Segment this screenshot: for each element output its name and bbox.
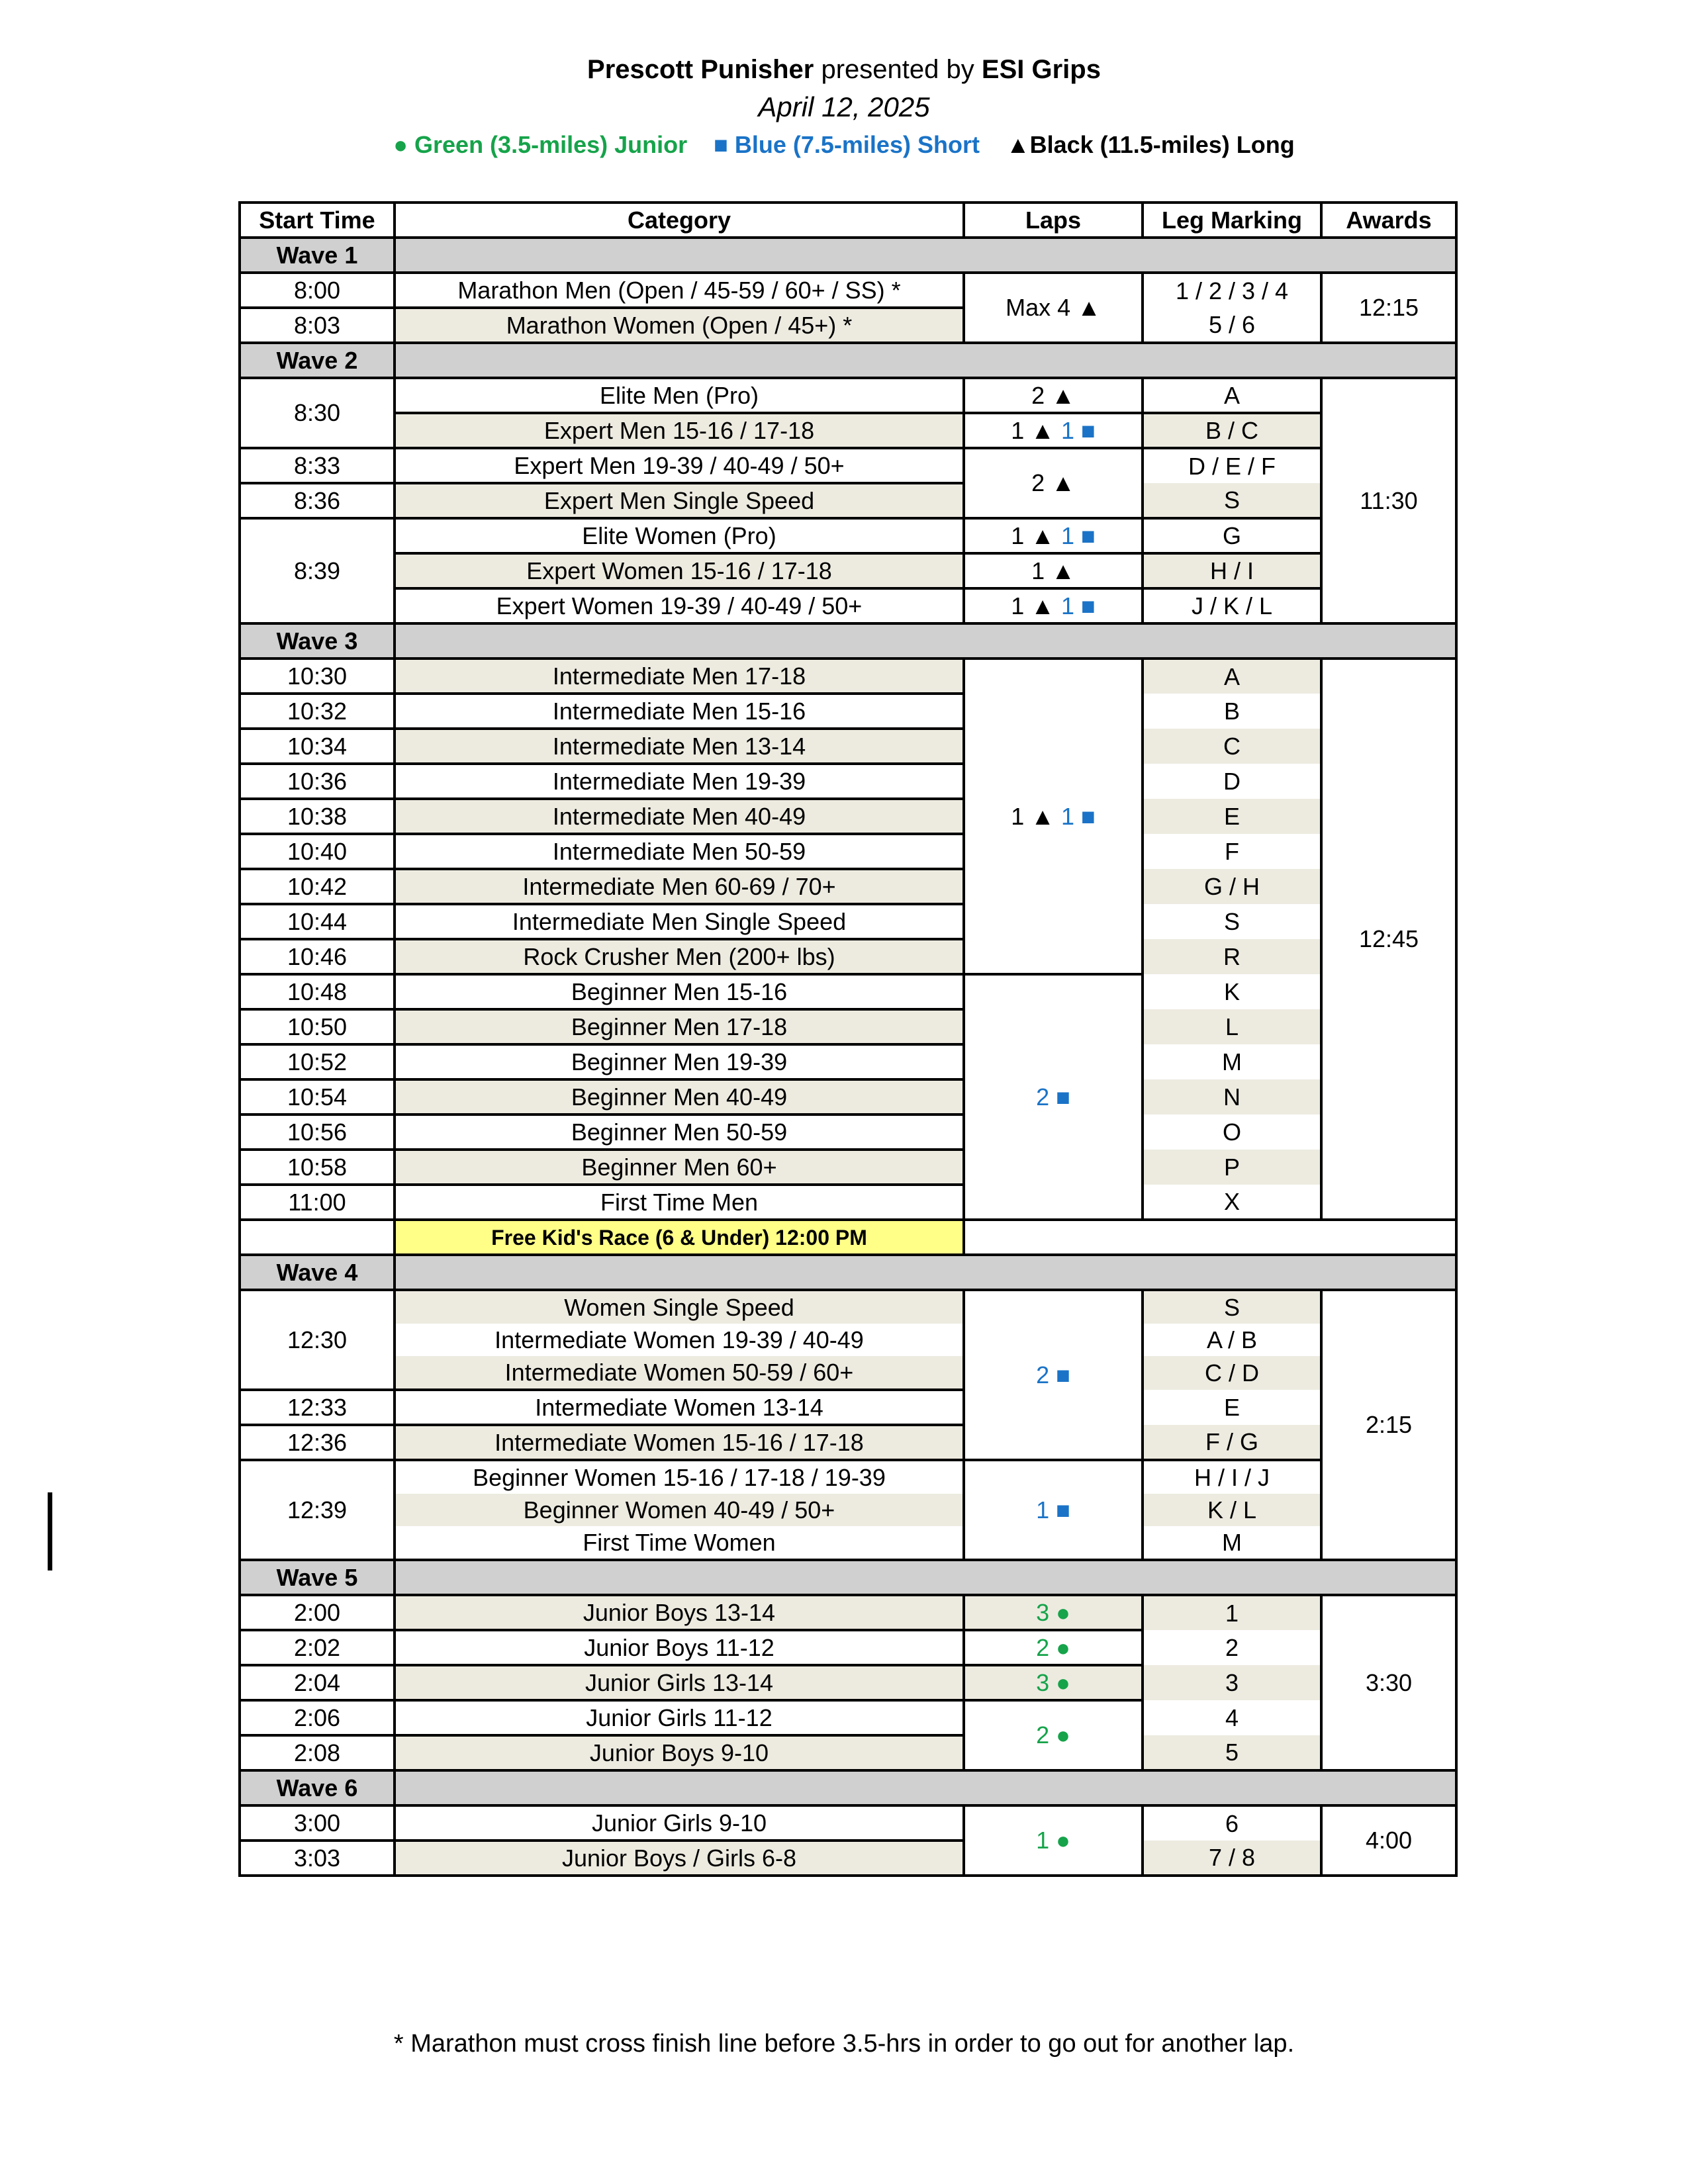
category: Intermediate Men 17-18 (395, 659, 964, 694)
category: Marathon Men (Open / 45-59 / 60+ / SS) * (395, 273, 964, 308)
margin-bar (48, 1492, 52, 1570)
category: Intermediate Women 13-14 (395, 1390, 964, 1425)
header-awards: Awards (1321, 203, 1456, 238)
wave-label: Wave 6 (240, 1770, 395, 1805)
category: Beginner Women 40-49 / 50+ (395, 1494, 964, 1526)
start-time: 12:33 (240, 1390, 395, 1425)
leg-marking: L (1143, 1009, 1321, 1044)
start-time: 2:06 (240, 1700, 395, 1735)
wave-row (240, 1560, 1456, 1595)
leg-marking: G (1143, 518, 1321, 553)
table-row (240, 483, 1456, 518)
kids-spacer (964, 1220, 1456, 1255)
start-time: 10:38 (240, 799, 395, 834)
sponsor-name: ESI Grips (981, 55, 1101, 84)
wave-label: Wave 2 (240, 343, 395, 378)
leg-marking: P (1143, 1150, 1321, 1185)
leg-marking: J / K / L (1143, 588, 1321, 623)
laps: 1 ▲ 1 ■ (964, 659, 1143, 974)
table-row (240, 1425, 1456, 1460)
start-time: 3:03 (240, 1841, 395, 1876)
table-row (240, 1356, 1456, 1390)
start-time: 12:39 (240, 1460, 395, 1560)
kids-race-row (240, 1220, 1456, 1255)
leg-marking: S (1143, 483, 1321, 518)
table-row (240, 553, 1456, 588)
leg-marking: X (1143, 1185, 1321, 1220)
category: Expert Men 19-39 / 40-49 / 50+ (395, 448, 964, 483)
start-time: 2:08 (240, 1735, 395, 1770)
wave-row (240, 238, 1456, 273)
laps: 2 ● (964, 1700, 1143, 1770)
start-time: 10:40 (240, 834, 395, 869)
table-header-row (240, 203, 1456, 238)
start-time: 2:00 (240, 1595, 395, 1630)
wave-filler (395, 343, 1456, 378)
leg-marking: C (1143, 729, 1321, 764)
category: Junior Girls 11-12 (395, 1700, 964, 1735)
awards-time: 12:45 (1321, 659, 1456, 1220)
wave-filler (395, 1560, 1456, 1595)
category: Intermediate Men 40-49 (395, 799, 964, 834)
leg-marking: 2 (1143, 1630, 1321, 1665)
category: Beginner Men 50-59 (395, 1115, 964, 1150)
leg-marking: S (1143, 1290, 1321, 1324)
header-laps: Laps (964, 203, 1143, 238)
event-name: Prescott Punisher (587, 55, 814, 84)
start-time: 8:00 (240, 273, 395, 308)
start-time: 10:42 (240, 869, 395, 904)
leg-marking: E (1143, 1390, 1321, 1425)
table-row (240, 1290, 1456, 1324)
laps: 2 ▲ (964, 378, 1143, 413)
table-row (240, 1805, 1456, 1841)
start-time: 10:30 (240, 659, 395, 694)
category: Beginner Men 40-49 (395, 1079, 964, 1115)
table-row (240, 1150, 1456, 1185)
leg-marking: K (1143, 974, 1321, 1009)
leg-marking: 3 (1143, 1665, 1321, 1700)
start-time: 8:30 (240, 378, 395, 448)
laps: 1 ▲ (964, 553, 1143, 588)
category: Intermediate Women 15-16 / 17-18 (395, 1425, 964, 1460)
table-row (240, 1841, 1456, 1876)
start-time: 10:34 (240, 729, 395, 764)
laps: 1 ▲ 1 ■ (964, 588, 1143, 623)
course-legend (0, 129, 1688, 161)
category: Expert Men Single Speed (395, 483, 964, 518)
leg-marking: B (1143, 694, 1321, 729)
leg-marking: 5 / 6 (1143, 308, 1321, 343)
laps: 2 ■ (964, 974, 1143, 1220)
leg-marking: R (1143, 939, 1321, 974)
awards-time: 11:30 (1321, 378, 1456, 623)
leg-marking: D / E / F (1143, 448, 1321, 483)
start-time: 8:36 (240, 483, 395, 518)
table-row (240, 448, 1456, 483)
leg-marking: 1 (1143, 1595, 1321, 1630)
start-time: 10:58 (240, 1150, 395, 1185)
leg-marking: A (1143, 378, 1321, 413)
category: Intermediate Men 60-69 / 70+ (395, 869, 964, 904)
table-row (240, 1185, 1456, 1220)
category: Expert Women 19-39 / 40-49 / 50+ (395, 588, 964, 623)
table-row (240, 1595, 1456, 1630)
table-row (240, 588, 1456, 623)
category: Beginner Men 60+ (395, 1150, 964, 1185)
header-leg-marking: Leg Marking (1143, 203, 1321, 238)
header-start-time: Start Time (240, 203, 395, 238)
laps: 2 ▲ (964, 448, 1143, 518)
table-row (240, 869, 1456, 904)
wave-row (240, 1770, 1456, 1805)
start-time: 2:04 (240, 1665, 395, 1700)
category: Marathon Women (Open / 45+) * (395, 308, 964, 343)
table-row (240, 694, 1456, 729)
leg-marking: 6 (1143, 1805, 1321, 1841)
table-row (240, 518, 1456, 553)
leg-marking: E (1143, 799, 1321, 834)
table-row (240, 1115, 1456, 1150)
category: Elite Women (Pro) (395, 518, 964, 553)
category: Elite Men (Pro) (395, 378, 964, 413)
footnote: * Marathon must cross finish line before 3.5-hrs in order to go out for another lap. (393, 2030, 1295, 2058)
table-row (240, 1526, 1456, 1560)
table-row (240, 974, 1456, 1009)
table-row (240, 799, 1456, 834)
laps: 1 ▲ 1 ■ (964, 413, 1143, 448)
event-date: April 12, 2025 (758, 91, 930, 122)
laps: 2 ● (964, 1630, 1143, 1665)
awards-time: 4:00 (1321, 1805, 1456, 1876)
awards-time: 12:15 (1321, 273, 1456, 343)
start-time: 10:50 (240, 1009, 395, 1044)
category: Junior Boys 13-14 (395, 1595, 964, 1630)
start-time: 10:48 (240, 974, 395, 1009)
start-time: 10:46 (240, 939, 395, 974)
category: Junior Boys / Girls 6-8 (395, 1841, 964, 1876)
table-row (240, 1044, 1456, 1079)
leg-marking: A (1143, 659, 1321, 694)
awards-time: 2:15 (1321, 1290, 1456, 1560)
start-time: 12:36 (240, 1425, 395, 1460)
kids-spacer (240, 1220, 395, 1255)
leg-marking: O (1143, 1115, 1321, 1150)
table-row (240, 764, 1456, 799)
table-row (240, 834, 1456, 869)
laps: 1 ▲ 1 ■ (964, 518, 1143, 553)
leg-marking: A / B (1143, 1324, 1321, 1356)
leg-marking: D (1143, 764, 1321, 799)
wave-label: Wave 5 (240, 1560, 395, 1595)
start-time: 8:03 (240, 308, 395, 343)
category: Women Single Speed (395, 1290, 964, 1324)
category: Intermediate Men 50-59 (395, 834, 964, 869)
table-row (240, 378, 1456, 413)
wave-label: Wave 4 (240, 1255, 395, 1290)
wave-row (240, 343, 1456, 378)
wave-filler (395, 1255, 1456, 1290)
table-row (240, 308, 1456, 343)
leg-marking: 1 / 2 / 3 / 4 (1143, 273, 1321, 308)
laps: 2 ■ (964, 1290, 1143, 1460)
start-time: 12:30 (240, 1290, 395, 1390)
category: Beginner Men 17-18 (395, 1009, 964, 1044)
table-row (240, 413, 1456, 448)
wave-filler (395, 238, 1456, 273)
leg-marking: C / D (1143, 1356, 1321, 1390)
start-time: 10:56 (240, 1115, 395, 1150)
leg-marking: H / I / J (1143, 1460, 1321, 1494)
leg-marking: F (1143, 834, 1321, 869)
kids-race-label: Free Kid's Race (6 & Under) 12:00 PM (395, 1220, 964, 1255)
table-row (240, 1630, 1456, 1665)
category: First Time Men (395, 1185, 964, 1220)
page-title (0, 53, 1688, 86)
wave-row (240, 623, 1456, 659)
leg-marking: G / H (1143, 869, 1321, 904)
header-category: Category (395, 203, 964, 238)
table-row (240, 1735, 1456, 1770)
leg-marking: N (1143, 1079, 1321, 1115)
table-row (240, 1009, 1456, 1044)
wave-label: Wave 3 (240, 623, 395, 659)
laps: 1 ● (964, 1805, 1143, 1876)
race-schedule-table (238, 201, 1458, 1877)
leg-marking: M (1143, 1044, 1321, 1079)
table-row (240, 1494, 1456, 1526)
table-row (240, 273, 1456, 308)
leg-marking: S (1143, 904, 1321, 939)
category: Intermediate Men 15-16 (395, 694, 964, 729)
leg-marking: H / I (1143, 553, 1321, 588)
category: Beginner Women 15-16 / 17-18 / 19-39 (395, 1460, 964, 1494)
table-row (240, 1460, 1456, 1494)
wave-row (240, 1255, 1456, 1290)
leg-marking: K / L (1143, 1494, 1321, 1526)
category: Intermediate Men Single Speed (395, 904, 964, 939)
category: Intermediate Men 19-39 (395, 764, 964, 799)
start-time: 10:36 (240, 764, 395, 799)
leg-marking: 5 (1143, 1735, 1321, 1770)
awards-time: 3:30 (1321, 1595, 1456, 1770)
category: Intermediate Women 50-59 / 60+ (395, 1356, 964, 1390)
category: First Time Women (395, 1526, 964, 1560)
category: Expert Women 15-16 / 17-18 (395, 553, 964, 588)
leg-marking: B / C (1143, 413, 1321, 448)
start-time: 10:32 (240, 694, 395, 729)
category: Junior Boys 11-12 (395, 1630, 964, 1665)
table-row (240, 939, 1456, 974)
start-time: 11:00 (240, 1185, 395, 1220)
category: Intermediate Men 13-14 (395, 729, 964, 764)
category: Expert Men 15-16 / 17-18 (395, 413, 964, 448)
legend-blue: ■ Blue (7.5-miles) Short (714, 131, 980, 158)
start-time: 10:54 (240, 1079, 395, 1115)
category: Rock Crusher Men (200+ lbs) (395, 939, 964, 974)
table-row (240, 1079, 1456, 1115)
legend-black: ▲Black (11.5-miles) Long (1006, 131, 1295, 158)
category: Junior Boys 9-10 (395, 1735, 964, 1770)
start-time: 10:44 (240, 904, 395, 939)
wave-filler (395, 1770, 1456, 1805)
table-row (240, 904, 1456, 939)
table-row (240, 1665, 1456, 1700)
category: Junior Girls 9-10 (395, 1805, 964, 1841)
table-row (240, 1700, 1456, 1735)
table-row (240, 1324, 1456, 1356)
start-time: 2:02 (240, 1630, 395, 1665)
laps: Max 4 ▲ (964, 273, 1143, 343)
legend-green: ● Green (3.5-miles) Junior (393, 131, 688, 158)
category: Junior Girls 13-14 (395, 1665, 964, 1700)
presented-by: presented by (821, 55, 974, 84)
start-time: 8:33 (240, 448, 395, 483)
wave-filler (395, 623, 1456, 659)
category: Intermediate Women 19-39 / 40-49 (395, 1324, 964, 1356)
leg-marking: 7 / 8 (1143, 1841, 1321, 1876)
category: Beginner Men 15-16 (395, 974, 964, 1009)
table-row (240, 729, 1456, 764)
start-time: 3:00 (240, 1805, 395, 1841)
leg-marking: F / G (1143, 1425, 1321, 1460)
table-row (240, 659, 1456, 694)
laps: 3 ● (964, 1595, 1143, 1630)
laps: 1 ■ (964, 1460, 1143, 1560)
wave-label: Wave 1 (240, 238, 395, 273)
start-time: 8:39 (240, 518, 395, 623)
start-time: 10:52 (240, 1044, 395, 1079)
leg-marking: 4 (1143, 1700, 1321, 1735)
leg-marking: M (1143, 1526, 1321, 1560)
category: Beginner Men 19-39 (395, 1044, 964, 1079)
table-row (240, 1390, 1456, 1425)
laps: 3 ● (964, 1665, 1143, 1700)
